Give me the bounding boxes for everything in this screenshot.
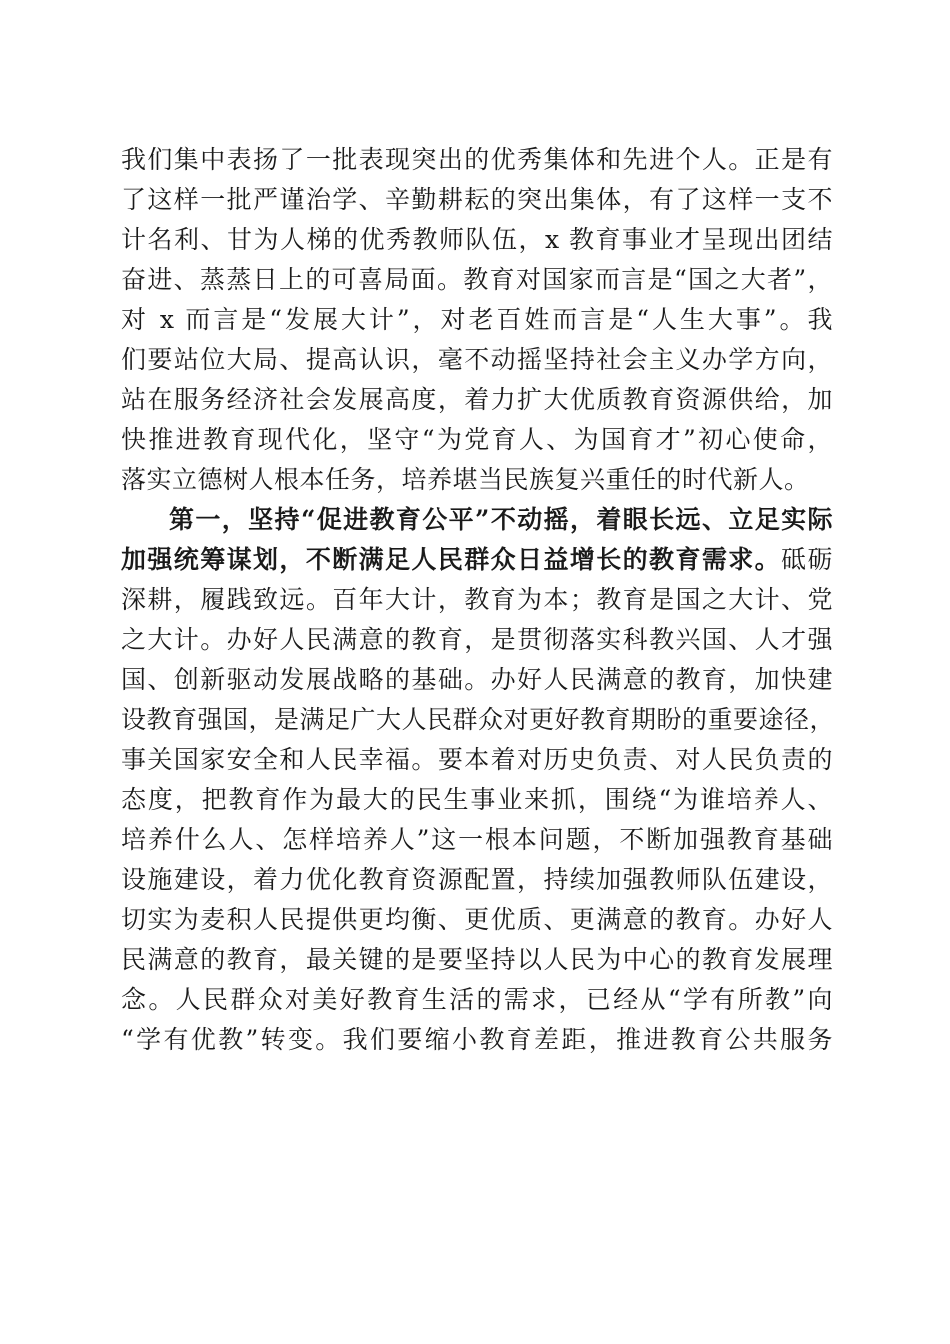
paragraph-line: 们要站位大局、提高认识，毫不动摇坚持社会主义办学方向， [121,345,833,374]
paragraph-line: 对 x 而言是“发展大计”，对老百姓而言是“人生大事”。我 [121,305,833,334]
paragraph-line: 设教育强国，是满足广大人民群众对更好教育期盼的重要途径， [121,705,836,734]
paragraph-line: 了这样一批严谨治学、辛勤耕耘的突出集体，有了这样一支不 [121,185,833,214]
paragraph-line: 民满意的教育，最关键的是要坚持以人民为中心的教育发展理 [121,945,833,974]
paragraph-line: 培养什么人、怎样培养人”这一根本问题，不断加强教育基础 [121,825,833,854]
paragraph-line: 快推进教育现代化，坚守“为党育人、为国育才”初心使命， [121,425,833,454]
paragraph-line: 态度，把教育作为最大的民生事业来抓，围绕“为谁培养人、 [121,785,833,814]
document-body [121,140,836,1060]
paragraph-2 [121,500,836,1060]
paragraph-line: 我们集中表扬了一批表现突出的优秀集体和先进个人。正是有 [121,145,833,174]
paragraph-line: 奋进、蒸蒸日上的可喜局面。教育对国家而言是“国之大者”， [121,265,833,294]
paragraph-line: 站在服务经济社会发展高度，着力扩大优质教育资源供给，加 [121,385,833,414]
paragraph-line: 深耕，履践致远。百年大计，教育为本；教育是国之大计、党 [121,585,833,614]
paragraph-text: 砥砺 [781,545,833,574]
paragraph-lead-text: 加强统筹谋划，不断满足人民群众日益增长的教育需求。 [121,545,782,574]
paragraph-line: 念。人民群众对美好教育生活的需求，已经从“学有所教”向 [121,985,833,1014]
paragraph-lead-line-mixed [121,540,833,580]
paragraph-line: “学有优教”转变。我们要缩小教育差距，推进教育公共服务 [121,1025,833,1054]
paragraph-line: 切实为麦积人民提供更均衡、更优质、更满意的教育。办好人 [121,905,833,934]
paragraph-line: 之大计。办好人民满意的教育，是贯彻落实科教兴国、人才强 [121,625,833,654]
paragraph-line: 国、创新驱动发展战略的基础。办好人民满意的教育，加快建 [121,665,833,694]
paragraph-line: 设施建设，着力优化教育资源配置，持续加强教师队伍建设， [121,865,833,894]
paragraph-line: 计名利、甘为人梯的优秀教师队伍，x 教育事业才呈现出团结 [121,225,833,254]
paragraph-1 [121,140,833,500]
paragraph-lead-line: 第一，坚持“促进教育公平”不动摇，着眼长远、立足实际 [169,505,833,534]
paragraph-line: 事关国家安全和人民幸福。要本着对历史负责、对人民负责的 [121,745,833,774]
paragraph-line: 落实立德树人根本任务，培养堪当民族复兴重任的时代新人。 [121,465,810,494]
